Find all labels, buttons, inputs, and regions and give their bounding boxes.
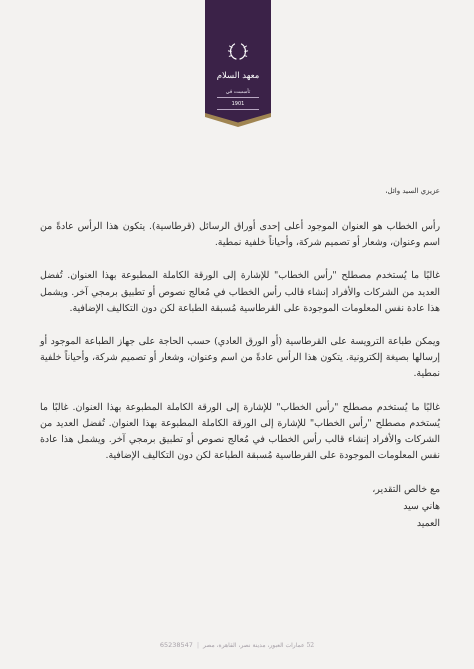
paragraph-2: غالبًا ما يُستخدم مصطلح "رأس الخطاب" للإشارة إلى الورقة الكاملة المطبوعة بهذا العنوان. تُفضل العديد من الشركات والأفراد إنشاء قالب رأس الخطاب في مُعالج نصوص أو تطبيق برمجي آخر. ويشمل هذا عادة نفس المعلومات الموجودة على القرطاسية مُسبقة الطباعة لكن دون التكاليف الإضافية. [40, 270, 440, 314]
greeting: عزيزي السيد وائل، [385, 187, 440, 195]
footer [0, 641, 474, 650]
institution-name: معهد السلام [216, 71, 260, 81]
signer-title: العميد [416, 518, 440, 530]
ribbon-divider-bottom [217, 109, 259, 110]
footer-separator: | [196, 642, 199, 649]
footer-phone: 65238547 [159, 641, 193, 649]
letter-body [40, 186, 440, 532]
closing: مع خالص التقدير، [372, 484, 440, 496]
paragraph-4: غالبًا ما يُستخدم مصطلح "رأس الخطاب" للإشارة إلى الورقة الكاملة المطبوعة بهذا العنوان. غالبًا ما يُستخدم مصطلح "رأس الخطاب" للإشارة إلى الورقة الكاملة المطبوعة بهذا العنوان. تُفضل العديد من الشركات والأفراد إنشاء قالب رأس الخطاب في مُعالج نصوص أو تطبيق برمجي آخر. ويشمل هذا عادة نفس المعلومات الموجودة على القرطاسية مُسبقة الطباعة لكن دون التكاليف الإضافية. [40, 401, 440, 462]
established-year: 1901 [231, 101, 245, 107]
footer-address: 52 عمارات العبور، مدينة نصر، القاهرة، مصر [202, 642, 315, 649]
paragraph-3: ويمكن طباعة الترويسة على القرطاسية (أو الورق العادي) حسب الحاجة على جهاز الطباعة الموجود أو إرسالها بصيغة إلكترونية. يتكون هذا الرأس عادةً من اسم وعنوان، وشعار أو تصميم شركة، وأحياناً خلفية نمطية. [40, 336, 440, 380]
header-ribbon [205, 0, 271, 127]
paragraph-1: رأس الخطاب هو العنوان الموجود أعلى إحدى أوراق الرسائل (قرطاسية). يتكون هذا الرأس عادةً من اسم وعنوان، وشعار أو تصميم شركة، وأحياناً خلفية نمطية. [40, 221, 440, 249]
ribbon-divider-top [217, 97, 259, 98]
ribbon-shape [205, 0, 271, 127]
established-label: تأسست في [225, 89, 251, 95]
signer-name: هاني سيد [403, 501, 440, 513]
